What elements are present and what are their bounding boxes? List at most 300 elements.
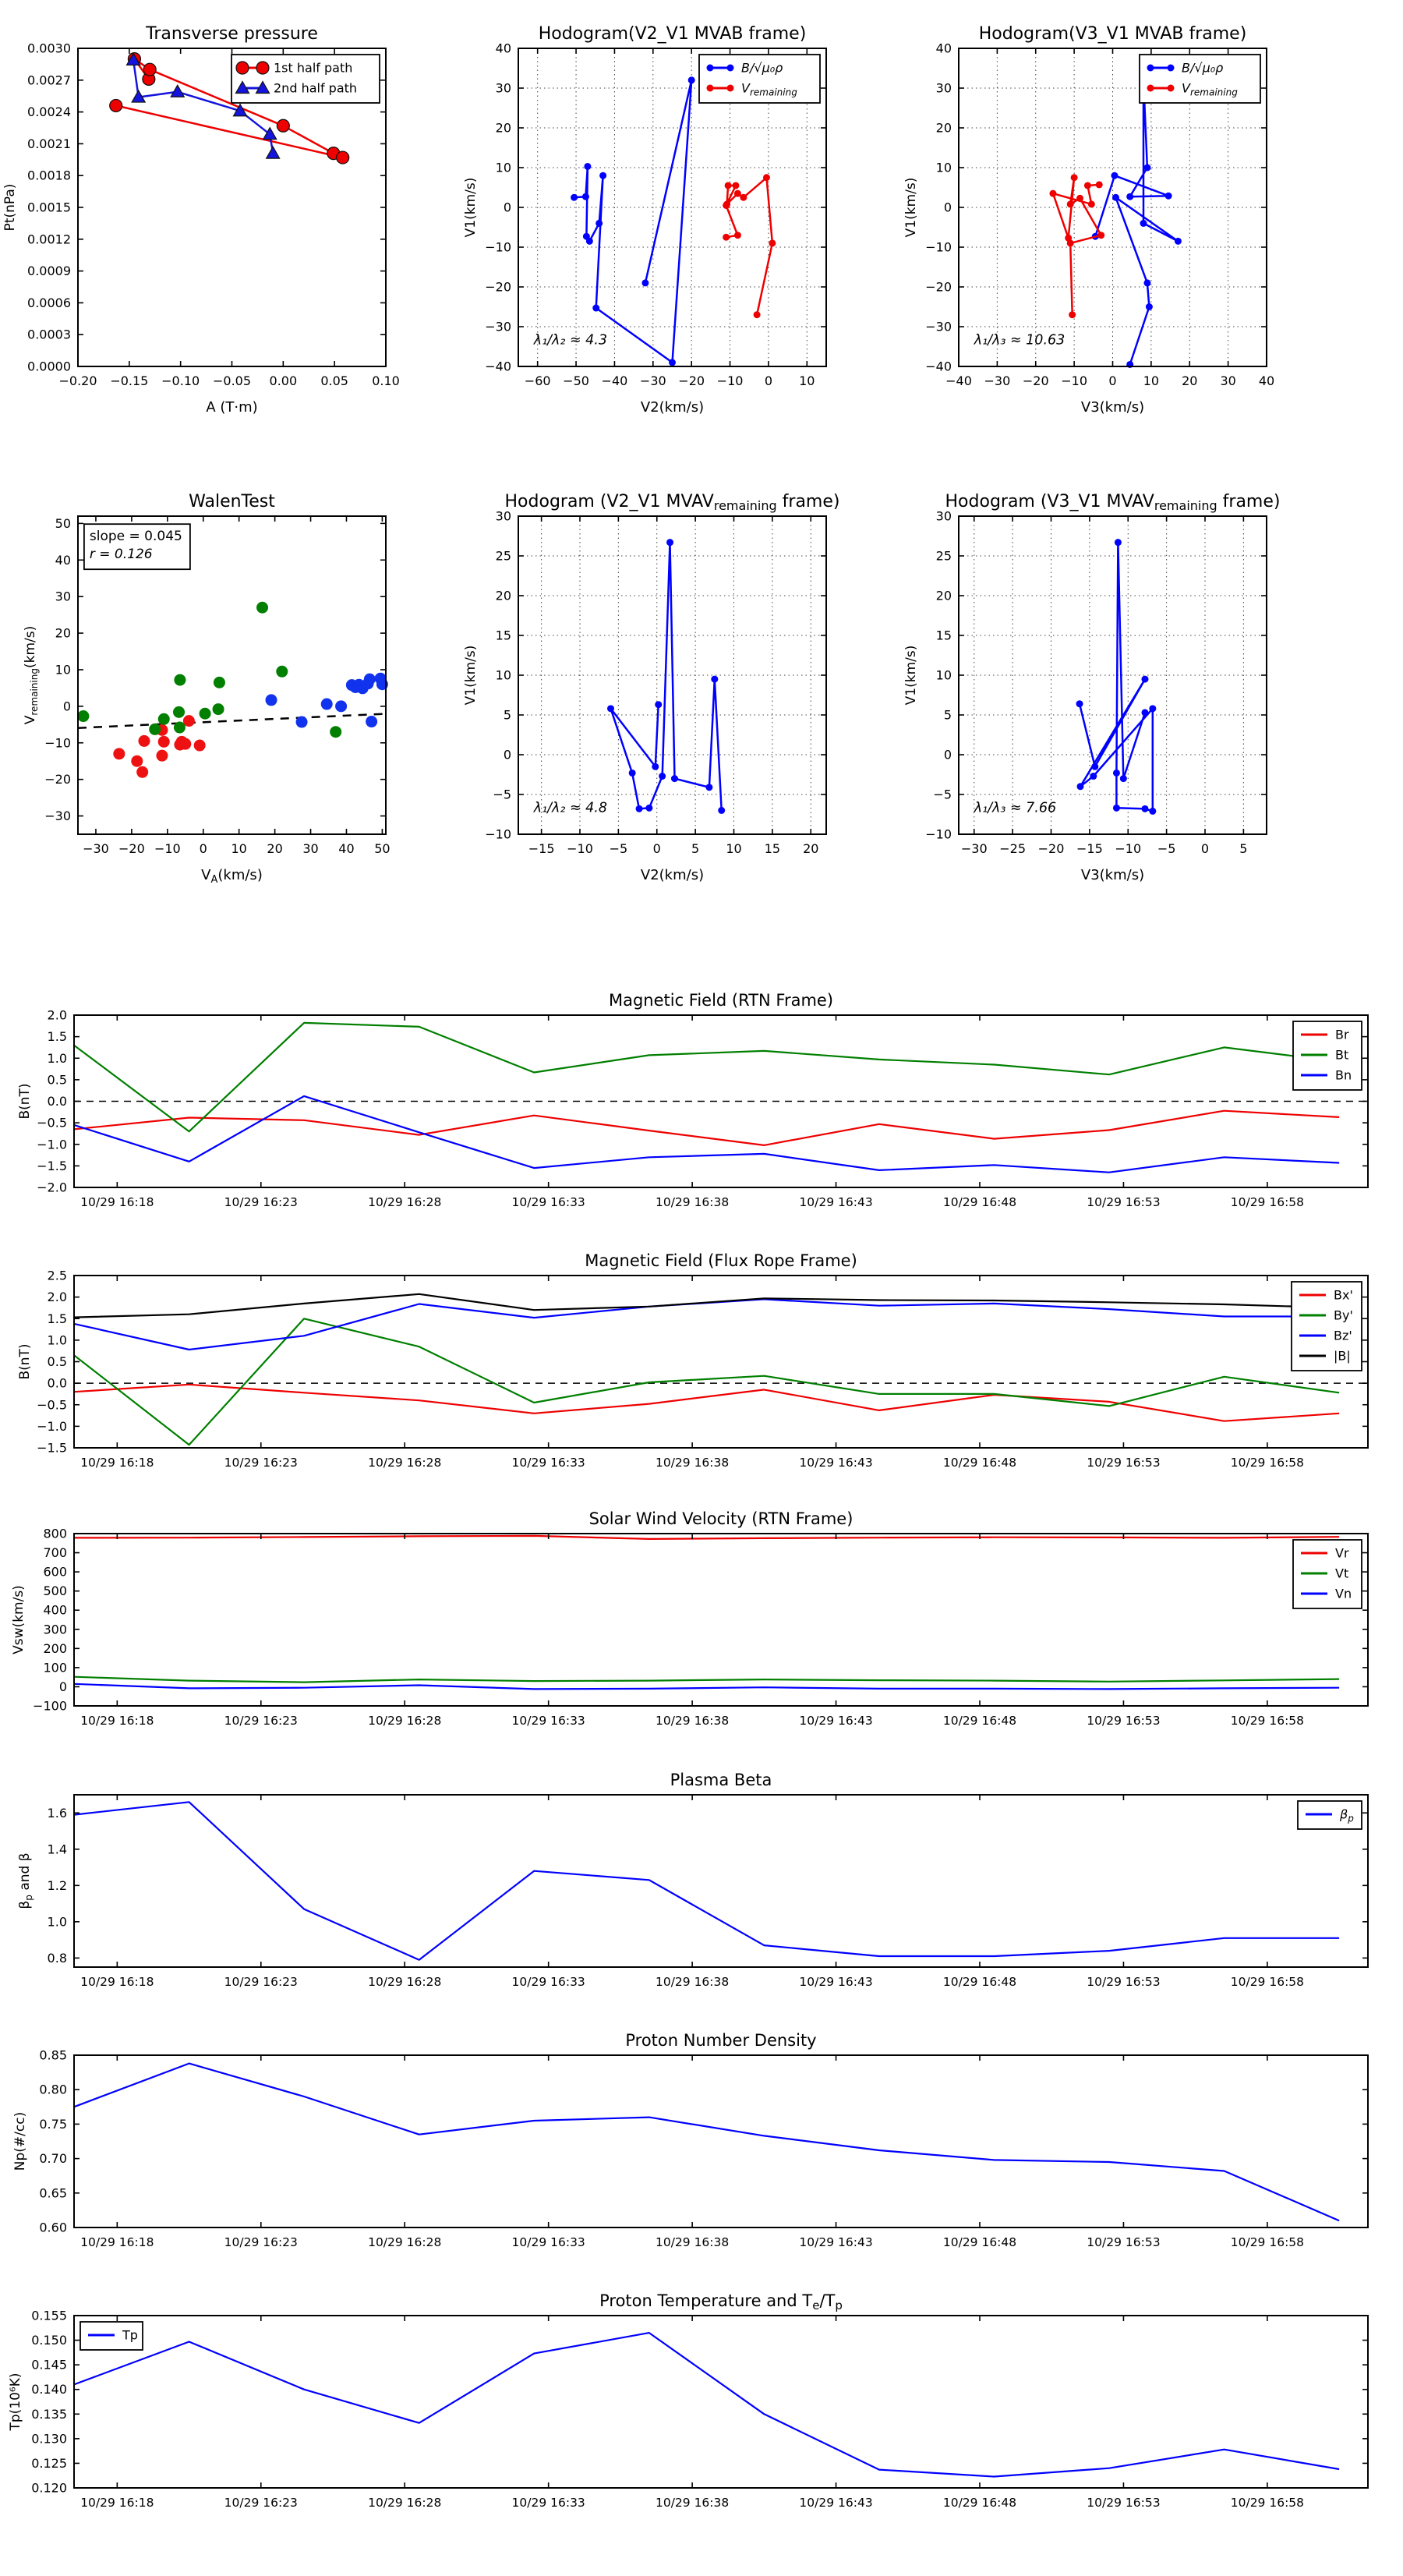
- scatter-point: [364, 674, 376, 685]
- chart-title: Hodogram(V3_V1 MVAB frame): [978, 24, 1247, 44]
- x-axis: [80, 1015, 1304, 1209]
- dot-marker: [1126, 193, 1133, 200]
- legend: [1292, 1282, 1362, 1371]
- legend-label: Vn: [1335, 1586, 1352, 1601]
- y-tick-label: −1.0: [37, 1137, 67, 1152]
- x-tick-label: 10/29 16:23: [224, 2235, 298, 2249]
- dot-marker: [769, 239, 776, 246]
- x-tick-label: −40: [945, 373, 972, 388]
- y-tick-label: 0.125: [31, 2455, 67, 2471]
- x-tick-label: 10/29 16:23: [224, 1975, 298, 1989]
- x-axis: [80, 2316, 1304, 2510]
- triangle-marker: [263, 128, 277, 140]
- y-axis: [37, 1269, 1368, 1456]
- dot-marker: [1067, 239, 1074, 246]
- y-tick-label: 25: [495, 548, 511, 564]
- x-tick-label: 10/29 16:48: [942, 1714, 1017, 1728]
- x-tick-label: 10/29 16:28: [368, 2235, 442, 2249]
- scatter-point: [77, 710, 89, 722]
- y-axis-label: V1(km/s): [463, 645, 479, 706]
- scatter-group-blue: [266, 673, 388, 728]
- scatter-point: [194, 740, 206, 752]
- circle-marker: [256, 62, 269, 74]
- legend-label: Bx': [1334, 1287, 1353, 1303]
- y-tick-label: 400: [43, 1602, 67, 1618]
- x-tick-label: 40: [338, 841, 355, 856]
- y-axis-label: B(nT): [17, 1083, 33, 1120]
- x-tick-label: 30: [302, 841, 319, 856]
- panel-transverse-pressure: [2, 24, 400, 416]
- panel-hodogram-v3v1-mvav: [903, 492, 1280, 883]
- x-tick-label: 10/29 16:28: [368, 2496, 442, 2510]
- y-tick-label: 0.0006: [27, 295, 71, 310]
- y-tick-label: 30: [495, 508, 511, 524]
- y-tick-label: 30: [935, 80, 952, 96]
- x-tick-label: 0: [652, 841, 661, 856]
- x-tick-label: −40: [601, 373, 628, 388]
- scatter-point: [138, 735, 150, 747]
- y-tick-label: 0.85: [39, 2047, 67, 2063]
- legend-label: Bn: [1335, 1067, 1352, 1083]
- triangle-marker: [171, 85, 184, 97]
- dot-marker: [584, 163, 591, 170]
- panel-plasma-beta: [17, 1771, 1368, 1989]
- y-tick-label: −10: [44, 735, 71, 751]
- y-tick-label: 15: [935, 628, 952, 643]
- x-tick-label: 0.05: [320, 373, 348, 388]
- series-Vn-line: [74, 1684, 1339, 1690]
- dot-marker: [1091, 763, 1098, 770]
- y-tick-label: −20: [925, 279, 952, 295]
- y-tick-label: 100: [43, 1660, 67, 1675]
- dot-marker: [727, 65, 734, 72]
- x-tick-label: 10/29 16:58: [1230, 1195, 1305, 1209]
- dot-marker: [1049, 190, 1056, 197]
- panel-b-rtn: [17, 991, 1368, 1209]
- series-fit line-line: [78, 714, 386, 728]
- panel-proton-temp: [8, 2291, 1368, 2510]
- y-tick-label: 0.0030: [27, 41, 71, 56]
- y-tick-label: 0.60: [39, 2220, 67, 2235]
- scatter-point: [113, 748, 125, 759]
- x-tick-label: 10/29 16:43: [799, 2496, 873, 2510]
- y-tick-label: 0.150: [31, 2333, 67, 2348]
- x-axis-label: V2(km/s): [640, 867, 705, 883]
- x-tick-label: 10: [1143, 373, 1160, 388]
- y-tick-label: −10: [485, 239, 511, 255]
- x-tick-label: 10/29 16:28: [368, 1714, 442, 1728]
- scatter-point: [156, 750, 168, 762]
- panel-hodogram-v2v1-mvav: [463, 492, 839, 883]
- scatter-point: [296, 717, 308, 728]
- circle-marker: [143, 63, 156, 76]
- y-tick-label: 10: [495, 667, 511, 683]
- x-tick-label: 10/29 16:18: [80, 2496, 154, 2510]
- x-tick-label: 10/29 16:28: [368, 1975, 442, 1989]
- x-tick-label: 20: [1182, 373, 1198, 388]
- chart-title: Plasma Beta: [670, 1771, 772, 1789]
- y-tick-label: 0: [503, 747, 511, 763]
- y-tick-label: 1.0: [47, 1914, 67, 1930]
- dot-marker: [1141, 805, 1148, 812]
- dot-marker: [1076, 195, 1083, 202]
- x-tick-label: 10/29 16:38: [655, 2235, 730, 2249]
- y-tick-label: 20: [935, 588, 952, 603]
- annotation: [974, 800, 1056, 816]
- dot-marker: [1113, 805, 1120, 812]
- y-tick-label: 0.5: [47, 1354, 67, 1369]
- x-tick-label: −10: [154, 841, 181, 856]
- x-tick-label: −20: [118, 841, 145, 856]
- dot-marker: [669, 359, 676, 366]
- x-tick-label: 10/29 16:33: [511, 1714, 585, 1728]
- y-axis: [33, 1527, 1368, 1714]
- annotation: [533, 332, 607, 348]
- dot-marker: [659, 773, 666, 780]
- y-tick-label: 0.8: [47, 1950, 67, 1966]
- y-tick-label: 0.155: [31, 2308, 67, 2323]
- y-tick-label: 0.0009: [27, 264, 71, 279]
- legend-label: Bt: [1335, 1047, 1349, 1063]
- dot-marker: [645, 805, 652, 812]
- series-Br-line: [74, 1111, 1339, 1145]
- dot-marker: [1143, 279, 1150, 286]
- y-tick-label: 500: [43, 1583, 67, 1599]
- dot-marker: [607, 705, 614, 712]
- y-tick-label: 200: [43, 1640, 67, 1656]
- series-Np-line: [74, 2064, 1339, 2221]
- axes-box: [74, 1795, 1368, 1967]
- y-tick-label: −5: [933, 787, 952, 802]
- y-axis-label: Vsw(km/s): [11, 1585, 27, 1654]
- chart-title: Magnetic Field (RTN Frame): [608, 991, 834, 1010]
- y-axis: [39, 2048, 1368, 2235]
- dot-marker: [1069, 311, 1076, 318]
- grid: [959, 516, 1267, 834]
- dot-marker: [1113, 770, 1120, 777]
- y-tick-label: 20: [935, 120, 952, 136]
- x-tick-label: −0.05: [212, 373, 252, 388]
- x-tick-label: −20: [1037, 841, 1065, 856]
- y-tick-label: 0: [58, 1679, 67, 1694]
- circle-marker: [110, 99, 122, 111]
- dot-marker: [592, 305, 599, 312]
- circle-marker: [277, 119, 289, 132]
- dot-marker: [1168, 85, 1175, 92]
- dot-marker: [1112, 194, 1119, 201]
- y-tick-label: 1.5: [47, 1029, 67, 1045]
- y-tick-label: −1.5: [37, 1440, 67, 1456]
- y-tick-label: 0.70: [39, 2151, 67, 2167]
- x-tick-label: 10/29 16:18: [80, 1975, 154, 1989]
- x-tick-label: 10/29 16:18: [80, 1456, 154, 1470]
- dot-marker: [1147, 85, 1154, 92]
- x-tick-label: −10: [1115, 841, 1142, 856]
- scatter-point: [174, 722, 186, 734]
- dot-marker: [1141, 676, 1148, 683]
- dot-marker: [1120, 775, 1127, 782]
- scatter-point: [179, 738, 191, 750]
- y-tick-label: 600: [43, 1564, 67, 1580]
- x-tick-label: 10/29 16:48: [942, 1975, 1017, 1989]
- x-tick-label: 10/29 16:53: [1087, 2496, 1161, 2510]
- series-Tp-line: [74, 2333, 1339, 2476]
- y-tick-label: 20: [55, 625, 71, 641]
- x-tick-label: −15: [528, 841, 555, 856]
- y-tick-label: −2.0: [37, 1180, 67, 1195]
- x-tick-label: 10/29 16:58: [1230, 1456, 1305, 1470]
- y-tick-label: −10: [485, 826, 511, 842]
- y-tick-label: 20: [495, 588, 511, 603]
- series-B/√μ₀ρ-line: [574, 80, 692, 363]
- y-tick-label: 0.0018: [27, 168, 71, 183]
- y-tick-label: 0.145: [31, 2357, 67, 2373]
- y-axis-label: Tp(10⁶K): [8, 2373, 23, 2431]
- y-tick-label: 700: [43, 1545, 67, 1561]
- chart-title: Proton Number Density: [625, 2031, 817, 2050]
- panel-proton-density: [12, 2031, 1368, 2249]
- y-tick-label: 40: [55, 552, 71, 568]
- chart-title: Hodogram(V2_V1 MVAB frame): [538, 24, 807, 44]
- dot-marker: [1165, 193, 1172, 200]
- x-tick-label: 0: [199, 841, 207, 856]
- x-tick-label: −0.15: [110, 373, 149, 388]
- y-axis: [31, 2309, 1368, 2496]
- y-tick-label: 40: [935, 41, 952, 56]
- scatter-point: [158, 713, 170, 725]
- scatter-point: [131, 755, 143, 767]
- x-tick-label: 10/29 16:53: [1087, 1975, 1161, 1989]
- legend: [1140, 55, 1260, 103]
- annotation-text: λ₁/λ₂ ≈ 4.3: [533, 332, 608, 349]
- y-tick-label: −40: [925, 359, 952, 374]
- y-tick-label: −5: [493, 787, 511, 802]
- x-tick-label: −10: [567, 841, 593, 856]
- dot-marker: [1115, 539, 1122, 546]
- legend-label: B/√μ₀ρ: [1182, 60, 1224, 76]
- x-tick-label: 10/29 16:23: [224, 2496, 298, 2510]
- dot-marker: [571, 194, 578, 201]
- panel-vsw-rtn: [11, 1509, 1368, 1728]
- x-tick-label: 10/29 16:33: [511, 2496, 585, 2510]
- y-tick-label: 2.0: [47, 1007, 67, 1023]
- y-tick-label: −30: [44, 809, 71, 824]
- legend-label: |B|: [1334, 1348, 1351, 1364]
- x-tick-label: 20: [267, 841, 283, 856]
- x-tick-label: 10/29 16:48: [942, 1195, 1017, 1209]
- dot-marker: [582, 193, 589, 200]
- y-tick-label: 0.0027: [27, 73, 71, 88]
- y-tick-label: 5: [943, 707, 952, 723]
- y-tick-label: 0.0: [47, 1375, 67, 1391]
- legend-label: B/√μ₀ρ: [741, 60, 783, 76]
- series-B/√μ₀ρ-markers: [571, 76, 695, 366]
- series-Vt-line: [74, 1677, 1339, 1683]
- x-tick-label: −15: [1076, 841, 1103, 856]
- dot-marker: [1097, 232, 1104, 239]
- panel-walen-test: [23, 492, 391, 886]
- x-tick-label: 0: [1200, 841, 1210, 856]
- y-tick-label: 1.5: [47, 1311, 67, 1326]
- dot-marker: [734, 232, 741, 239]
- y-tick-label: 0.5: [47, 1072, 67, 1088]
- y-axis-label: Np(#/cc): [12, 2111, 28, 2171]
- dot-marker: [629, 770, 636, 777]
- x-tick-label: 10/29 16:33: [511, 1975, 585, 1989]
- axes-box: [74, 2055, 1368, 2227]
- series-Bn-line: [74, 1096, 1339, 1173]
- x-tick-label: −50: [563, 373, 589, 388]
- legend-label: Bz': [1334, 1328, 1352, 1343]
- y-tick-label: 2.0: [47, 1290, 67, 1305]
- series-Vr-line: [74, 1536, 1339, 1539]
- y-tick-label: 0.135: [31, 2406, 67, 2422]
- scatter-point: [213, 703, 224, 715]
- x-tick-label: 10/29 16:38: [655, 1975, 730, 1989]
- y-axis-label: V1(km/s): [463, 177, 479, 238]
- annotation-line: r = 0.126: [89, 547, 153, 563]
- y-tick-label: 0.120: [31, 2480, 67, 2496]
- dot-marker: [740, 194, 747, 201]
- chart-title: Magnetic Field (Flux Rope Frame): [585, 1251, 857, 1270]
- x-tick-label: 10: [799, 373, 815, 388]
- x-tick-label: 10/29 16:33: [511, 1195, 585, 1209]
- y-tick-label: 10: [935, 160, 952, 175]
- y-tick-label: 1.4: [47, 1842, 67, 1857]
- x-tick-label: −10: [716, 373, 744, 388]
- x-tick-label: 40: [1258, 373, 1275, 388]
- y-tick-label: −20: [44, 772, 71, 787]
- dot-marker: [754, 311, 761, 318]
- x-tick-label: 5: [1239, 841, 1248, 856]
- dot-marker: [1149, 808, 1156, 815]
- x-tick-label: 10: [231, 841, 247, 856]
- panel-hodogram-v3v1-mvab: [903, 24, 1274, 416]
- dot-marker: [652, 763, 659, 770]
- x-axis-label: V2(km/s): [640, 399, 705, 416]
- x-tick-label: 0.00: [269, 373, 298, 388]
- dot-marker: [1149, 705, 1156, 712]
- annotation: [533, 800, 607, 816]
- dot-marker: [1084, 182, 1091, 189]
- annotation-text: λ₁/λ₂ ≈ 4.8: [533, 800, 608, 816]
- series-|B|-line: [74, 1294, 1339, 1318]
- panel-b-fr: [17, 1251, 1368, 1470]
- y-tick-label: 0: [943, 200, 952, 215]
- circle-marker: [236, 62, 249, 74]
- dot-marker: [1088, 200, 1095, 207]
- x-axis-label: V3(km/s): [1080, 867, 1145, 883]
- x-axis-label: $V_A(km/s)$: [201, 867, 263, 886]
- dot-marker: [763, 174, 770, 181]
- y-axis-label: B(nT): [17, 1343, 33, 1380]
- x-tick-label: 10/29 16:58: [1230, 1975, 1305, 1989]
- panel-hodogram-v2v1-mvab: [463, 24, 826, 416]
- y-tick-label: 5: [503, 707, 511, 723]
- legend-label: $\beta_p$: [1340, 1806, 1354, 1824]
- x-tick-label: 0.10: [372, 373, 400, 388]
- scatter-point: [200, 708, 211, 720]
- x-tick-label: 10/29 16:38: [655, 1714, 730, 1728]
- dot-marker: [1146, 303, 1153, 310]
- y-tick-label: 300: [43, 1622, 67, 1637]
- x-tick-label: 20: [803, 841, 819, 856]
- chart-title: WalenTest: [189, 492, 275, 511]
- chart-title: Hodogram (V3_V1 MVAVremaining frame): [945, 492, 1281, 513]
- scatter-point: [174, 674, 186, 686]
- x-tick-label: 10: [726, 841, 742, 856]
- legend: [1293, 1540, 1362, 1608]
- x-tick-label: 10/29 16:53: [1087, 1456, 1161, 1470]
- dot-marker: [1168, 65, 1175, 72]
- x-tick-label: −30: [639, 373, 666, 388]
- y-tick-label: 0.0000: [27, 359, 71, 374]
- y-tick-label: −10: [925, 826, 952, 842]
- y-tick-label: 0.0024: [27, 104, 71, 120]
- x-tick-label: −30: [83, 841, 109, 856]
- y-tick-label: 1.6: [47, 1805, 67, 1821]
- y-tick-label: 40: [495, 41, 511, 56]
- y-tick-label: 50: [55, 515, 71, 531]
- x-tick-label: 30: [1220, 373, 1236, 388]
- dot-marker: [732, 182, 739, 189]
- y-tick-label: 30: [935, 508, 952, 524]
- annotation-text: λ₁/λ₃ ≈ 7.66: [974, 800, 1057, 816]
- scatter-point: [173, 706, 185, 718]
- series-B/√μ₀ρ-line: [1095, 80, 1178, 365]
- x-tick-label: −25: [999, 841, 1027, 856]
- dot-marker: [655, 701, 662, 708]
- scatter-point: [214, 677, 225, 688]
- legend-label: 2nd half path: [274, 80, 358, 96]
- y-tick-label: 1.0: [47, 1050, 67, 1066]
- x-tick-label: 10/29 16:58: [1230, 1714, 1305, 1728]
- x-tick-label: −0.20: [58, 373, 97, 388]
- x-tick-label: 10/29 16:58: [1230, 2235, 1305, 2249]
- y-axis-label: V1(km/s): [903, 645, 919, 706]
- y-tick-label: 0.140: [31, 2382, 67, 2397]
- dot-marker: [723, 234, 730, 241]
- dot-marker: [1175, 238, 1182, 245]
- scatter-point: [266, 694, 277, 706]
- y-tick-label: 10: [935, 667, 952, 683]
- legend: [1293, 1021, 1362, 1090]
- y-axis-label: $V_{remaining}(km/s)$: [23, 625, 40, 725]
- x-axis-label: V3(km/s): [1080, 399, 1145, 416]
- dot-marker: [1140, 220, 1147, 227]
- x-tick-label: 10/29 16:23: [224, 1195, 298, 1209]
- y-tick-label: 10: [55, 662, 71, 678]
- x-tick-label: 0: [1108, 373, 1117, 388]
- y-tick-label: −40: [485, 359, 511, 374]
- y-tick-label: −0.5: [37, 1397, 67, 1413]
- y-tick-label: −1.5: [37, 1158, 67, 1173]
- axes-box: [74, 2316, 1368, 2488]
- x-tick-label: −5: [609, 841, 628, 856]
- x-tick-label: 10/29 16:53: [1087, 1195, 1161, 1209]
- y-tick-label: −10: [925, 239, 952, 255]
- dot-marker: [595, 220, 603, 227]
- x-tick-label: 10/29 16:48: [942, 2496, 1017, 2510]
- dot-marker: [734, 190, 741, 197]
- x-tick-label: 10/29 16:43: [799, 1975, 873, 1989]
- scatter-point: [276, 666, 288, 678]
- series-V_{remaining}-line: [726, 178, 772, 315]
- x-tick-label: −10: [1061, 373, 1088, 388]
- dot-marker: [725, 182, 732, 189]
- x-tick-label: 10/29 16:48: [942, 2235, 1017, 2249]
- scatter-point: [335, 700, 347, 712]
